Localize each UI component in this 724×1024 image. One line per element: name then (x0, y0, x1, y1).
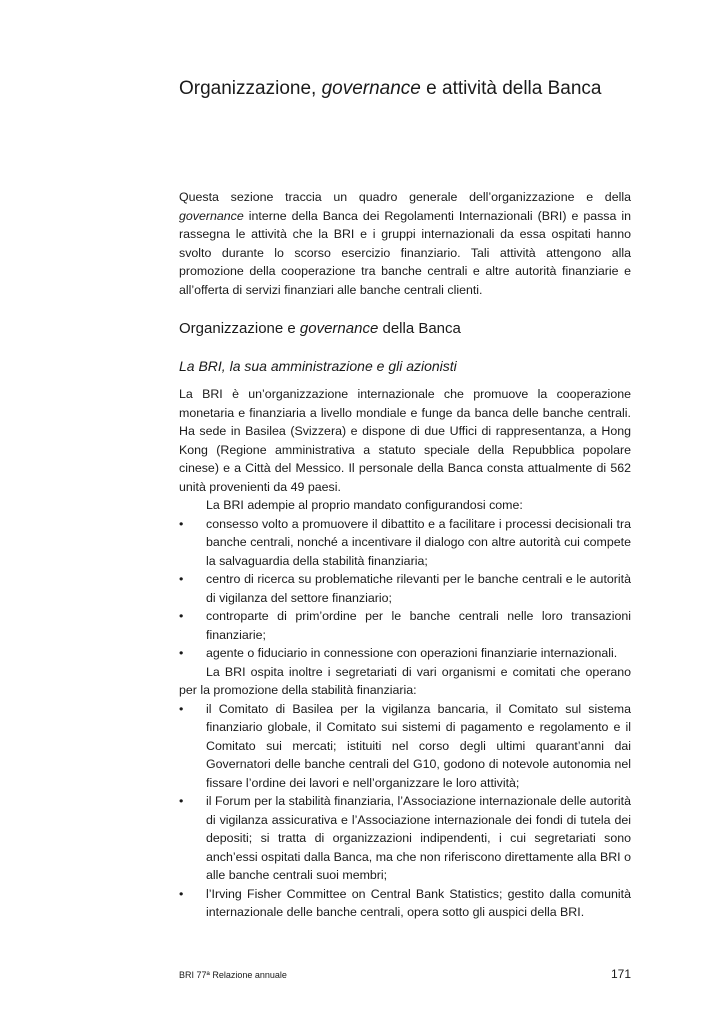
title-italic: governance (321, 78, 421, 99)
intro-text: Questa sezione traccia un quadro generale dell’organizzazione e della (179, 190, 631, 204)
paragraph-mandate: La BRI adempie al proprio mandato configurandosi come: (206, 498, 523, 512)
list-item: • il Comitato di Basilea per la vigilanza bancaria, il Comitato sul sistema finanziario globale, il Comitato sui sistemi di pagamento e regolamento e il Comitato sui mercati; istituiti nel corso degli ultimi quarant’anni dai Governatori delle banche centrali del G10, godono di notevole autonomia nel fissare l’ordine dei lavori e nell’organizzare le loro attività; (179, 700, 631, 793)
title-text-end: e attività della Banca (420, 78, 602, 99)
section-heading-text: Organizzazione e (179, 320, 300, 337)
list-item: • controparte di prim’ordine per le banche centrali nelle loro transazioni finanziarie; (179, 607, 631, 644)
page-number: 171 (610, 967, 631, 981)
list-item: • l’Irving Fisher Committee on Central Bank Statistics; gestito dalla comunità internazionale delle banche centrali, opera sotto gli auspici della BRI. (179, 885, 631, 922)
intro-text-end: interne della Banca dei Regolamenti Internazionali (BRI) e passa in rassegna le attività che la BRI e i gruppi internazionali da essa ospitati hanno svolto durante lo scorso esercizio finanziario. Tali attività attengono alla promozione della cooperazione tra banche centrali e altre autorità finanziarie e all’offerta di servizi finanziari alle banche centrali clienti. (179, 208, 631, 297)
paragraph-secretariats: La BRI ospita inoltre i segretariati di vari organismi e comitati che operano per la promozione della stabilità finanziaria: (179, 664, 631, 697)
secretariats-list (179, 700, 631, 922)
section-heading-text-end: della Banca (378, 320, 461, 337)
list-item: • centro di ricerca su problematiche rilevanti per le banche centrali e le autorità di vigilanza del settore finanziario; (179, 570, 631, 607)
paragraph-intro-bri: La BRI è un’organizzazione internazionale che promuove la cooperazione monetaria e finanziaria a livello mondiale e funge da banca delle banche centrali. Ha sede in Basilea (Svizzera) e dispone di due Uffici di rappresentanza, a Hong Kong (Regione amministrativa a statuto speciale della Repubblica popolare cinese) e a Città del Messico. Il personale della Banca consta attualmente di 562 unità provenienti da 49 paesi. (179, 387, 631, 494)
intro-paragraph (179, 188, 631, 299)
section-heading (179, 320, 461, 337)
body-text (179, 385, 631, 922)
subsection-heading: La BRI, la sua amministrazione e gli azionisti (179, 358, 457, 374)
list-item: • agente o fiduciario in connessione con operazioni finanziarie internazionali. (179, 644, 631, 663)
page-title (179, 78, 602, 100)
mandate-list (179, 515, 631, 663)
intro-italic: governance (179, 208, 244, 223)
list-item: • il Forum per la stabilità finanziaria, l’Associazione internazionale delle autorità di vigilanza assicurativa e l’Associazione internazionale dei fondi di tutela dei depositi; si tratta di organizzazioni indipendenti, i cui segretariati sono anch’essi ospitati dalla Banca, ma che non riferiscono direttamente alla BRI o alle banche centrali suoi membri; (179, 792, 631, 885)
list-item: • consesso volto a promuovere il dibattito e a facilitare i processi decisionali tra banche centrali, nonché a incentivare il dialogo con altre autorità cui compete la salvaguardia della stabilità finanziaria; (179, 515, 631, 571)
footer-publication: BRI 77ª Relazione annuale (179, 970, 287, 980)
title-text: Organizzazione, (179, 78, 322, 99)
section-heading-italic: governance (299, 320, 379, 337)
